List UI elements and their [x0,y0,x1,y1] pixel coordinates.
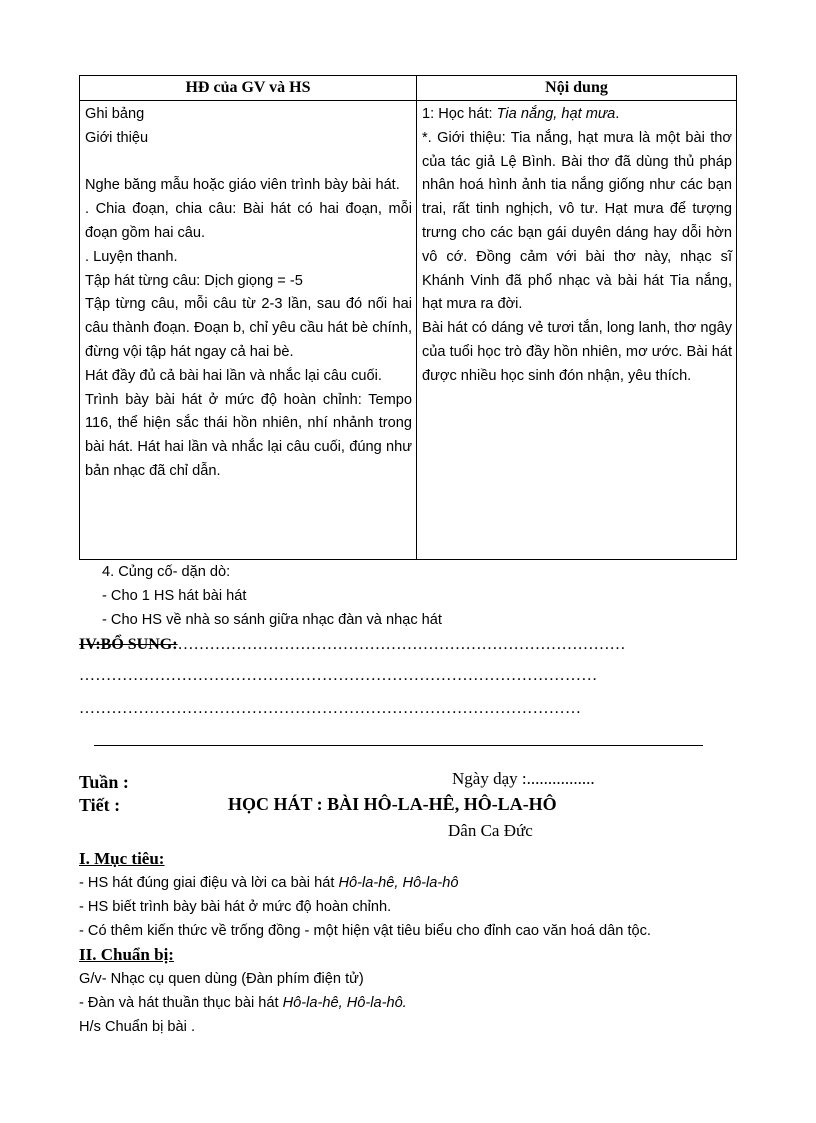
activity-line: Nghe băng mẫu hoặc giáo viên trình bày bài hát. [85,177,400,194]
song-title: Tia nắng, hạt mưa [496,106,616,122]
objective-item: - HS biết trình bày bài hát ở mức độ hoàn chỉnh. [79,899,392,915]
preparation-heading: II. Chuẩn bị: [79,945,174,964]
table-header-activities: HĐ của GV và HS [80,76,417,101]
objective-item: - HS hát đúng giai điệu và lời ca bài hát Hô-la-hê, Hô-la-hô [79,875,459,891]
consolidate-item: - Cho HS về nhà so sánh giữa nhạc đàn và nhạc hát [102,612,442,628]
activities-cell [80,101,417,560]
activity-line: Tập hát từng câu: Dịch giọng = -5 [85,272,303,289]
supplement-dots-line: …………………………………………………………………………………… [79,667,598,684]
supplement-label: IV:BỔ SUNG: [79,636,178,653]
activity-line: Tập từng câu, mỗi câu từ 2-3 lần, sau đó nối hai câu thành đoạn. Đoạn b, chỉ yêu cầu hát bè chính, đừng vội tập hát ngay cả hai bè. [85,296,412,360]
objective-item: - Có thêm kiến thức về trống đồng - một hiện vật tiêu biểu cho đỉnh cao văn hoá dân tộc. [79,923,651,939]
objectives-heading: I. Mục tiêu: [79,849,165,868]
content-paragraph: *. Giới thiệu: Tia nắng, hạt mưa là một bài thơ của tác giả Lệ Bình. Bài thơ đã dùng thủ pháp nhân hoá hình ảnh tia nắng giống như các bạn trai, rất tinh nghịch, vô tư. Hạt mưa để tượng trưng cho các bạn gái duyên dáng hay dỗi hờn vô cớ. Đồng cảm với bài thơ này, nhạc sĩ Khánh Vinh đã phổ nhạc và bài hát Tia nắng, hạt mưa ra đời. [422,129,732,313]
lesson-title: HỌC HÁT : BÀI HÔ-LA-HÊ, HÔ-LA-HÔ [228,794,557,814]
week-label: Tuần : [79,772,129,792]
song-title: Hô-la-hê, Hô-la-hô [338,875,459,891]
period-label: Tiết : [79,795,121,815]
consolidate-item: - Cho 1 HS hát bài hát [102,588,247,604]
supplement-dots: ………………………………………………………………………… [177,636,626,653]
activity-line: . Luyện thanh. [85,248,178,265]
consolidate-section [102,560,442,632]
table-header-content: Nội dung [417,76,737,101]
teaching-date: Ngày dạy :................ [452,769,595,788]
activity-line [85,151,412,175]
content-heading: 1: Học hát: Tia nắng, hạt mưa. [422,106,620,122]
supplement-line [79,636,626,654]
preparation-item: H/s Chuẩn bị bài . [79,1019,196,1035]
activity-line: Trình bày bài hát ở mức độ hoàn chỉnh: Tempo 116, thể hiện sắc thái hồn nhiên, nhí nhảnh trong bài hát. Hát hai lần và nhắc lại câu cuối, đúng như bản nhạc đã chỉ dẫn. [85,391,412,479]
song-origin: Dân Ca Đức [448,821,533,840]
supplement-dots-line: ………………………………………………………………………………… [79,700,582,717]
content-paragraph: Bài hát có dáng vẻ tươi tắn, long lanh, thơ ngây của tuổi học trò đầy hồn nhiên, mơ ước. Bài hát được nhiều học sinh đón nhận, yêu thích. [422,320,732,384]
song-title: Hô-la-hê, Hô-la-hô. [282,995,407,1011]
lesson-activity-table [79,75,737,560]
preparation-item: - Đàn và hát thuần thục bài hát Hô-la-hê, Hô-la-hô. [79,995,407,1011]
preparation-item: G/v- Nhạc cụ quen dùng (Đàn phím điện tử) [79,971,364,987]
activity-line: Giới thiệu [85,129,149,146]
activity-line: Hát đầy đủ cả bài hai lần và nhắc lại câu cuối. [85,367,382,384]
section-divider [94,745,703,746]
activity-line: . Chia đoạn, chia câu: Bài hát có hai đoạn, mỗi đoạn gồm hai câu. [85,201,412,241]
activity-line: Ghi bảng [85,106,145,122]
content-cell [417,101,737,560]
consolidate-heading: 4. Củng cố- dặn dò: [102,564,231,580]
